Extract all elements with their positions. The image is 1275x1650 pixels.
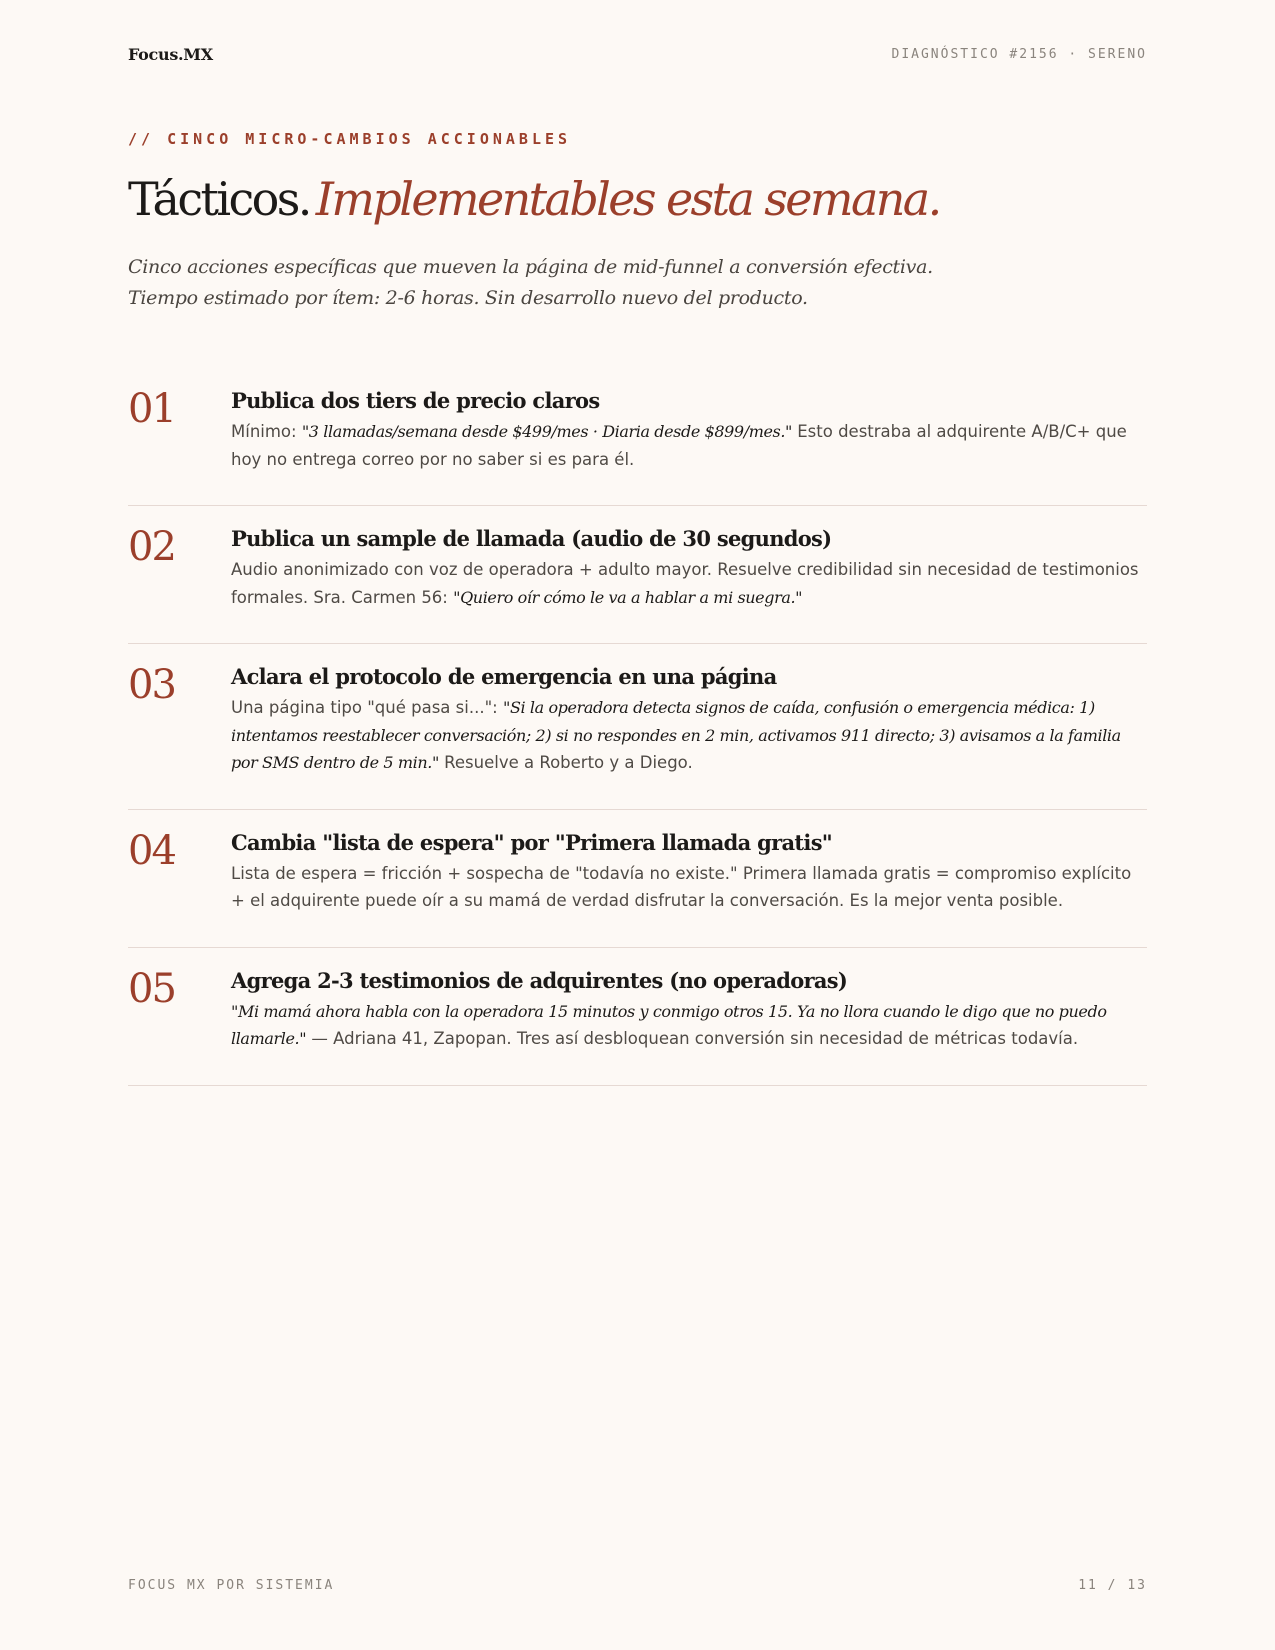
item-quote: "3 llamadas/semana desde $499/mes · Diaria desde $899/mes." <box>301 422 792 441</box>
lede-line-2: Tiempo estimado por ítem: 2-6 horas. Sin desarrollo nuevo del producto. <box>128 287 808 309</box>
item-content <box>231 386 1147 473</box>
item-content <box>231 524 1147 611</box>
footer-credit: FOCUS MX POR SISTEMIA <box>128 1578 335 1593</box>
lede <box>128 252 1088 314</box>
item-text-after: Resuelve a Roberto y a Diego. <box>438 753 693 772</box>
tactic-item-01 <box>128 368 1147 506</box>
item-title: Publica un sample de llamada (audio de 30 segundos) <box>231 526 832 551</box>
item-body <box>231 418 1147 473</box>
section-eyebrow: // CINCO MICRO-CAMBIOS ACCIONABLES <box>128 130 572 148</box>
tactics-list <box>128 368 1147 1086</box>
item-title: Publica dos tiers de precio claros <box>231 388 600 413</box>
lede-line-1: Cinco acciones específicas que mueven la página de mid-funnel a conversión efectiva. <box>128 256 933 278</box>
item-text-before: Una página tipo "qué pasa si...": <box>231 698 503 717</box>
item-quote: "Quiero oír cómo le va a hablar a mi suegra." <box>453 587 803 607</box>
item-title: Agrega 2-3 testimonios de adquirentes (no operadoras) <box>231 967 848 993</box>
item-body <box>231 694 1147 777</box>
page-footer <box>128 1578 1147 1593</box>
page-header <box>128 42 1147 66</box>
item-text-before: Lista de espera = fricción + sospecha de "todavía no existe." Primera llamada gratis = compromiso explícito + el adquirente puede oír a su mamá de verdad disfrutar la conversación. Es la mejor venta posible. <box>231 863 1132 910</box>
item-number: 05 <box>128 965 175 1012</box>
item-body <box>231 860 1147 915</box>
item-text-after: — Adriana 41, Zapopan. Tres así desbloquean conversión sin necesidad de métricas todavía. <box>306 1029 1079 1048</box>
item-number: 01 <box>128 386 175 432</box>
item-content <box>231 966 1147 1053</box>
item-quote: "Mi mamá ahora habla con la operadora 15 minutos y conmigo otros 15. Ya no llora cuando le digo que no puedo llamarle." <box>231 1001 1107 1048</box>
tactic-item-05 <box>128 948 1147 1086</box>
tactic-item-03 <box>128 644 1147 810</box>
tactic-item-04 <box>128 810 1147 948</box>
item-text-before: Mínimo: <box>231 422 302 441</box>
item-title: Aclara el protocolo de emergencia en una página <box>231 664 777 689</box>
item-content <box>231 828 1147 915</box>
item-text-before: Audio anonimizado con voz de operadora + adulto mayor. Resuelve credibilidad sin necesidad de testimonios formales. Sra. Carmen 56: <box>231 560 1139 607</box>
title-plain: Tácticos. <box>128 172 310 226</box>
item-quote: "Si la operadora detecta signos de caída, confusión o emergencia médica: 1) intentamos reestablecer conversación; 2) si no respondes en 2 min, activamos 911 directo; 3) avisamos a la familia por SMS dentro de 5 min." <box>231 698 1121 772</box>
tactic-item-02 <box>128 506 1147 644</box>
page-title <box>128 165 940 233</box>
page-number: 11 / 13 <box>1078 1578 1147 1593</box>
item-number: 03 <box>128 662 175 708</box>
diagnostic-meta: DIAGNÓSTICO #2156 · SERENO <box>891 46 1147 62</box>
brand-logo: Focus.MX <box>128 44 213 64</box>
item-body <box>231 556 1147 611</box>
item-number: 04 <box>128 827 175 874</box>
item-content <box>231 662 1147 777</box>
title-accent: Implementables esta semana. <box>315 172 940 226</box>
item-body <box>231 998 1147 1053</box>
item-number: 02 <box>128 524 175 570</box>
item-text-after: Esto destraba al adquirente A/B/C+ que hoy no entrega correo por no saber si es para él. <box>231 422 1127 469</box>
item-title: Cambia "lista de espera" por "Primera llamada gratis" <box>231 829 833 855</box>
